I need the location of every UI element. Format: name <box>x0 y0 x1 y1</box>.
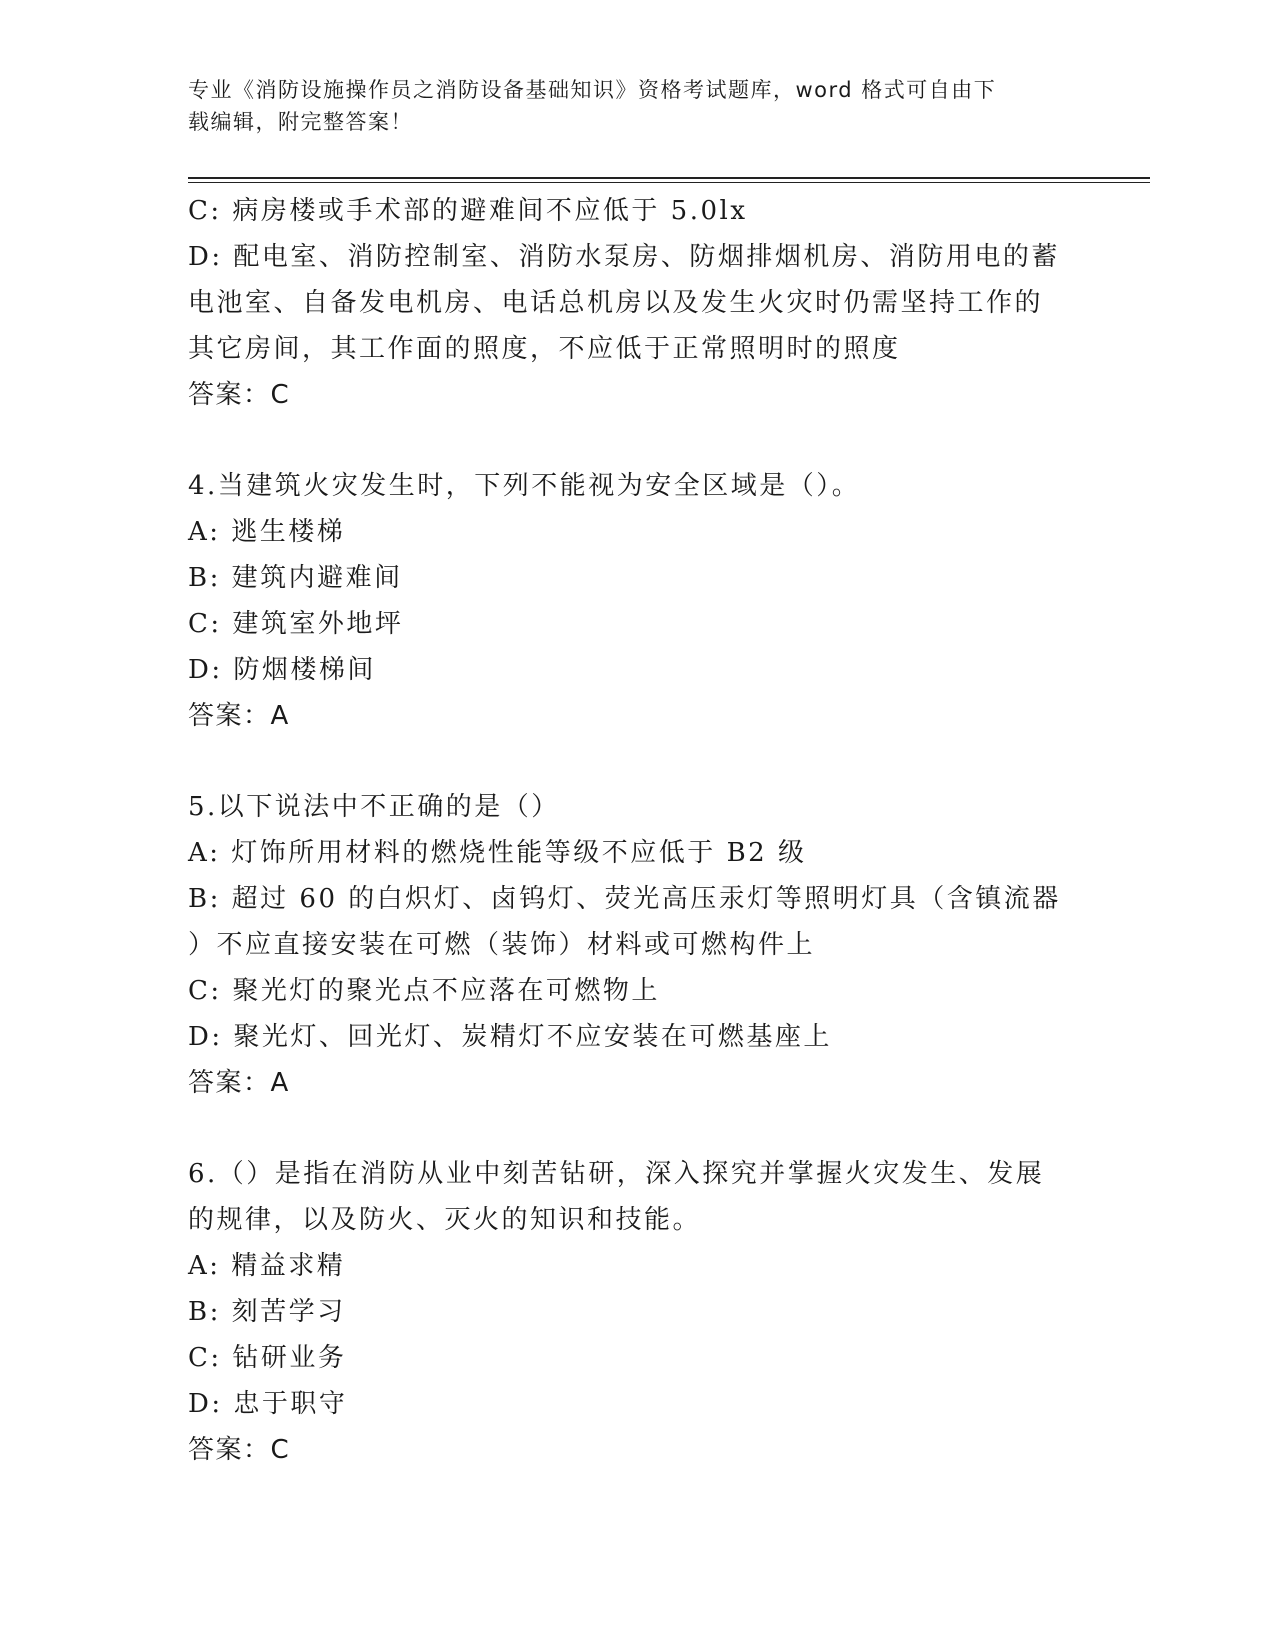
option-a: A: 逃生楼梯 <box>188 517 346 547</box>
spacer <box>188 418 1088 463</box>
question-3-continued <box>188 188 1088 418</box>
question-text: 4.当建筑火灾发生时，下列不能视为安全区域是（）。 <box>188 471 861 501</box>
answer: 答案：C <box>188 1435 291 1465</box>
option-d-line-3: 其它房间，其工作面的照度，不应低于正常照明时的照度 <box>188 334 901 364</box>
question-6 <box>188 1151 1088 1473</box>
question-5 <box>188 784 1088 1106</box>
option-a: A: 灯饰所用材料的燃烧性能等级不应低于 B2 级 <box>188 838 807 868</box>
header-divider-thin <box>188 182 1150 183</box>
question-text-line-2: 的规律，以及防火、灭火的知识和技能。 <box>188 1205 702 1235</box>
option-b: B: 刻苦学习 <box>188 1297 346 1327</box>
question-text: 5.以下说法中不正确的是（） <box>188 792 560 822</box>
answer: 答案：A <box>188 701 290 731</box>
answer: 答案：A <box>188 1068 290 1098</box>
spacer <box>188 1106 1088 1151</box>
question-4 <box>188 463 1088 739</box>
option-d-line-1: D: 配电室、消防控制室、消防水泵房、防烟排烟机房、消防用电的蓄 <box>188 242 1060 272</box>
option-d: D: 防烟楼梯间 <box>188 655 376 685</box>
document-header <box>188 74 1068 138</box>
answer: 答案：C <box>188 380 291 410</box>
option-c: C: 钻研业务 <box>188 1343 347 1373</box>
option-b-line-2: ）不应直接安装在可燃（装饰）材料或可燃构件上 <box>188 930 816 960</box>
option-b-line-1: B: 超过 60 的白炽灯、卤钨灯、荧光高压汞灯等照明灯具（含镇流器 <box>188 884 1061 914</box>
header-line-2: 载编辑，附完整答案！ <box>188 110 413 134</box>
option-c: C: 聚光灯的聚光点不应落在可燃物上 <box>188 976 660 1006</box>
option-b: B: 建筑内避难间 <box>188 563 403 593</box>
option-d-line-2: 电池室、自备发电机房、电话总机房以及发生火灾时仍需坚持工作的 <box>188 288 1044 318</box>
header-line-1: 专业《消防设施操作员之消防设备基础知识》资格考试题库，word 格式可自由下 <box>188 78 997 102</box>
option-a: A: 精益求精 <box>188 1251 346 1281</box>
question-list <box>188 188 1088 1473</box>
spacer <box>188 739 1088 784</box>
header-divider-thick <box>188 177 1150 179</box>
option-d: D: 忠于职守 <box>188 1389 348 1419</box>
option-c: C: 病房楼或手术部的避难间不应低于 5.0lx <box>188 196 748 226</box>
question-text-line-1: 6.（）是指在消防从业中刻苦钻研，深入探究并掌握火灾发生、发展 <box>188 1159 1045 1189</box>
option-d: D: 聚光灯、回光灯、炭精灯不应安装在可燃基座上 <box>188 1022 832 1052</box>
option-c: C: 建筑室外地坪 <box>188 609 404 639</box>
